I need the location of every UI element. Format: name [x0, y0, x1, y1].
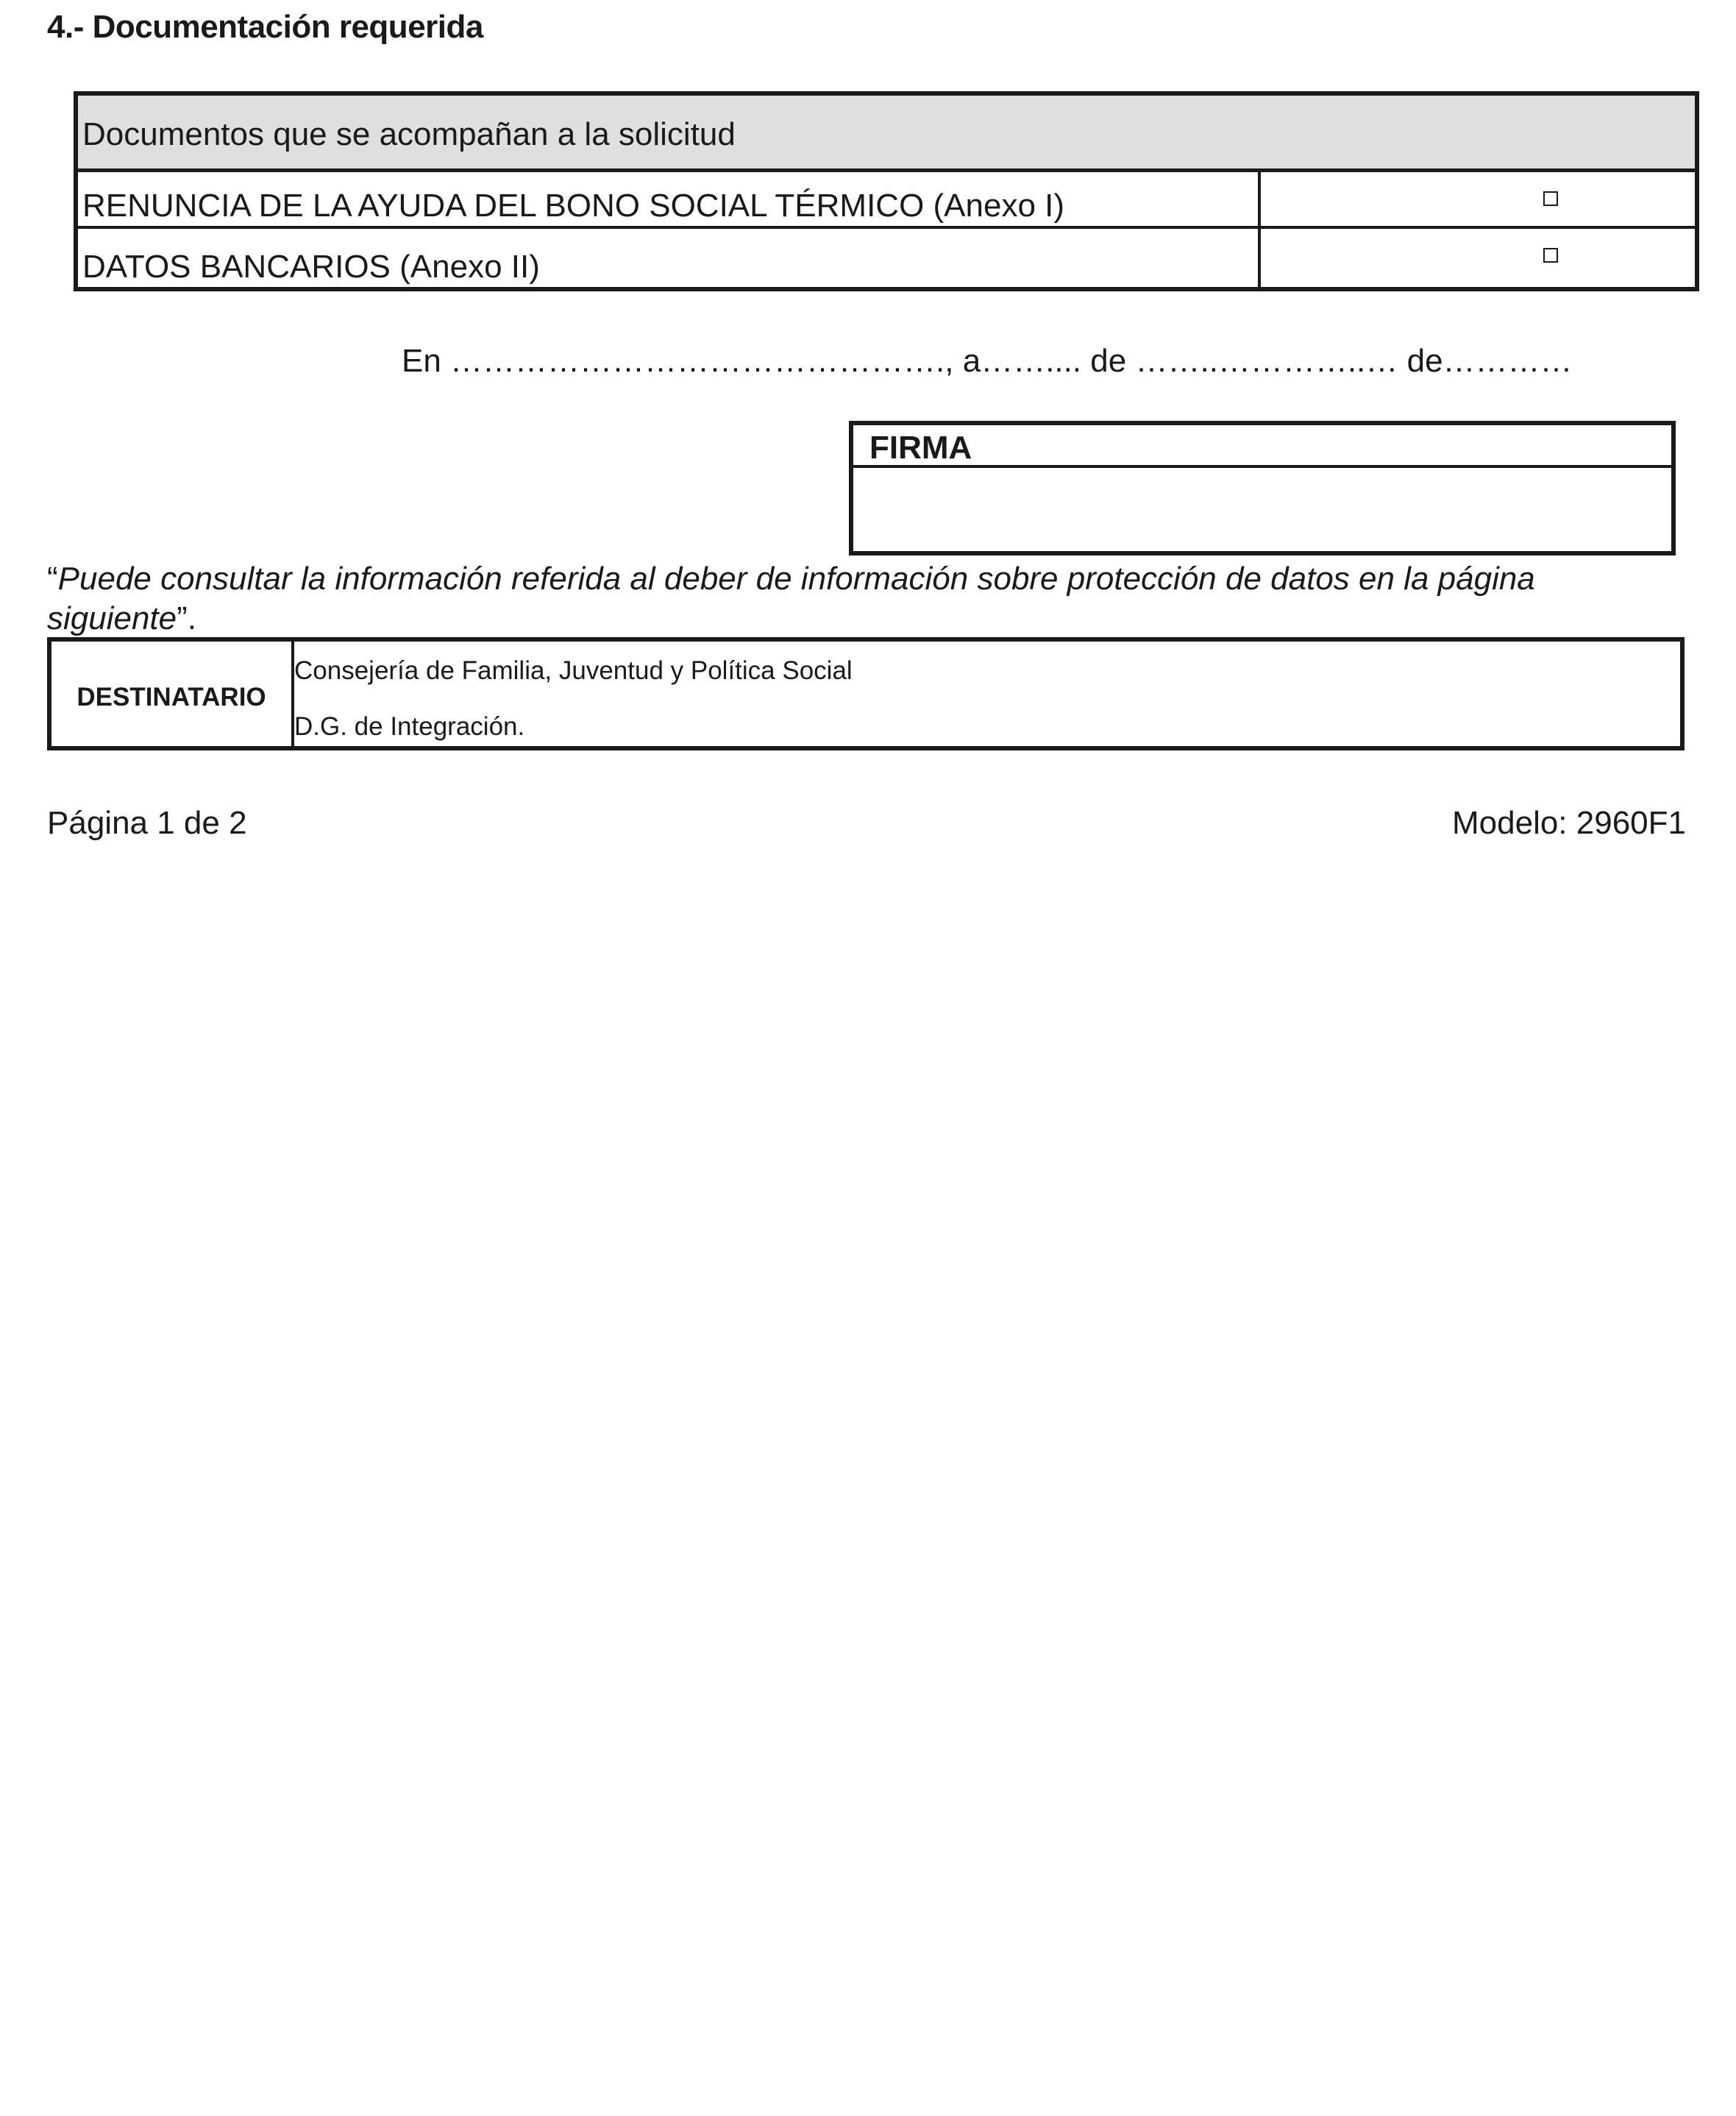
recipient-line-1: Consejería de Familia, Juventud y Política Social	[294, 656, 853, 685]
recipient-line-2: D.G. de Integración.	[294, 712, 525, 741]
page-number: Página 1 de 2	[47, 805, 247, 841]
documents-table	[74, 91, 1699, 291]
documents-table-header	[78, 96, 1695, 172]
document-row-renuncia	[78, 172, 1695, 229]
section-title: 4.- Documentación requerida	[47, 9, 483, 45]
place-date-line[interactable]: En ………………………………………., a…….... de ……..…………..… de…………	[402, 343, 1573, 379]
signature-box	[849, 421, 1676, 555]
document-cell-label	[78, 229, 1261, 287]
document-cell-label	[78, 172, 1261, 226]
privacy-text: Puede consultar la información referida al deber de información sobre protección de datos en la página siguiente	[47, 561, 1535, 636]
checkbox-datos-bancarios[interactable]	[1543, 248, 1558, 263]
model-number: Modelo: 2960F1	[1452, 805, 1686, 841]
recipient-label-cell	[51, 642, 294, 746]
signature-title-row	[853, 425, 1671, 468]
document-row-datos-bancarios	[78, 229, 1695, 287]
privacy-open-quote: “	[47, 561, 58, 597]
privacy-close-quote: ”.	[177, 600, 197, 636]
checkbox-renuncia[interactable]	[1543, 191, 1558, 206]
recipient-table	[47, 637, 1685, 750]
signature-field[interactable]	[853, 468, 1671, 551]
document-label-datos-bancarios: DATOS BANCARIOS (Anexo II)	[82, 249, 540, 285]
documents-header-label: Documentos que se acompañan a la solicitud	[82, 116, 736, 152]
document-label-renuncia: RENUNCIA DE LA AYUDA DEL BONO SOCIAL TÉRMICO (Anexo I)	[82, 188, 1065, 224]
recipient-label: DESTINATARIO	[77, 683, 266, 711]
privacy-note	[47, 559, 1680, 639]
signature-title: FIRMA	[869, 430, 972, 466]
